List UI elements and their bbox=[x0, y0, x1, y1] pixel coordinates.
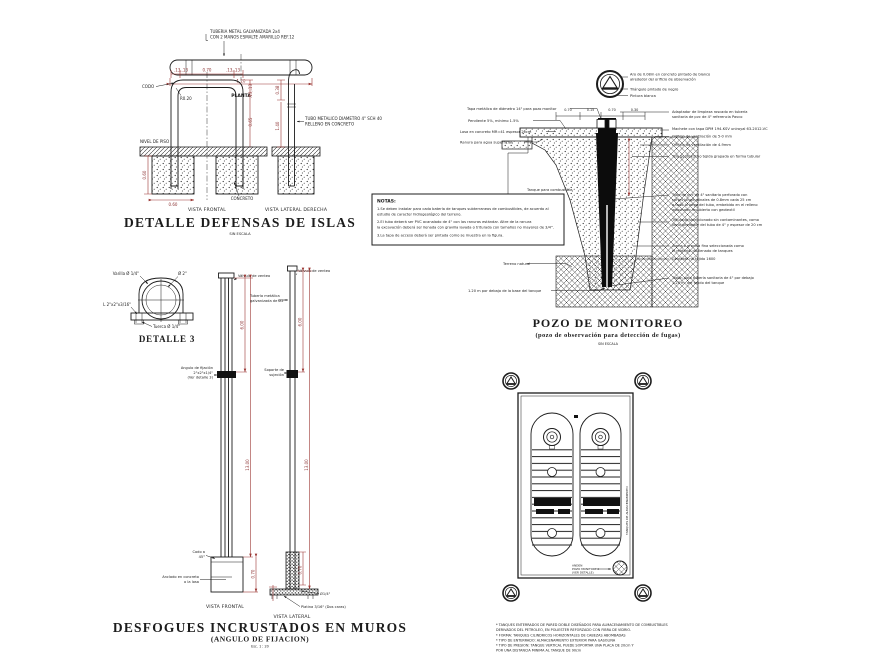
diam-label: Ø 2" bbox=[178, 271, 187, 276]
desfogues-subtitle: (ANGULO DE FIJACION) bbox=[210, 634, 310, 644]
dim-left: .13,.13 bbox=[174, 67, 188, 73]
dim-side-top: .13,.13 bbox=[248, 84, 253, 98]
diam-lateral-label: Ø1/4" bbox=[320, 592, 331, 596]
dim-6m-left: 6.00 bbox=[239, 320, 245, 330]
anden-label-3: (VER DETALLE) bbox=[572, 570, 594, 575]
vista-lateral-label: VISTA LATERAL DERECHA bbox=[264, 208, 328, 213]
pozo-right-11: Triturado seleccionado sin contaminantes, como bbox=[672, 218, 759, 222]
pozo-right-10: apisonado recubierto con geotextil bbox=[672, 208, 735, 212]
pozo-right-14: el material de llenado de tanques bbox=[672, 249, 733, 253]
defensas-title: DETALLE DEFENSAS DE ISLAS bbox=[124, 215, 356, 230]
pozo-left-1: Tapa metálica de diámetro 14" para pozo monitor bbox=[467, 107, 557, 111]
pozo-right-5: Orificio de ventilación de 4-9mm bbox=[672, 143, 731, 147]
pozo-right-4: Orificio de ventilación de 5-0 mm bbox=[672, 134, 732, 139]
pozo-dim-4: 0.30 bbox=[630, 108, 639, 112]
pozo-right-1: Adaptador de limpieza roscado en tubería bbox=[672, 110, 748, 114]
pozo-left-4: Ranura para agua superficial bbox=[460, 140, 512, 145]
pozo-escala: SIN ESCALA bbox=[597, 342, 619, 346]
pozo-right-13: Arena o gravilla fina seleccionada como bbox=[672, 244, 744, 248]
planta-label: PLANTA bbox=[231, 94, 251, 99]
symbol-label-1: Aro de 0.08m en concreto pintado de blanco bbox=[630, 72, 711, 77]
angulo-fijacion-3: (Ver detalle 3) bbox=[187, 375, 213, 380]
tuerca-label: Tuerca Ø 1/4" bbox=[153, 324, 181, 329]
codo45-1: Codo a bbox=[192, 550, 205, 554]
soporte-1: Soporte de bbox=[264, 368, 284, 372]
angulo-fijacion-1: Angulo de fijación bbox=[180, 366, 213, 370]
plan-notes bbox=[496, 622, 668, 653]
desfogues-title: DESFOGUES INCRUSTADOS EN MUROS bbox=[112, 620, 408, 635]
lateral-note-line2: RELLENO EN CONCRETO bbox=[305, 121, 355, 127]
plan-note-1: * TANQUES ENTERRADOS DE PARED DOBLE DISEÑADOS PARA ALMACENAMIENTO DE COMBUSTIBLES bbox=[496, 623, 668, 627]
codo-label: CODO bbox=[142, 84, 155, 89]
anden-label-1: ANDEN bbox=[572, 563, 583, 568]
anclado-1: Anclado en concreto bbox=[162, 575, 199, 579]
nota-3: 3.La tapa de acceso deberá ser pintada como se muestra en la figura. bbox=[377, 233, 504, 238]
pozo-dim-3: 0.70 bbox=[608, 108, 616, 112]
monitor-well-symbol-br bbox=[635, 585, 651, 601]
radius-label: R0.20 bbox=[180, 96, 192, 101]
detalle-3 bbox=[103, 271, 195, 344]
dim-side: 0.65 bbox=[248, 117, 253, 127]
pozo-left-2: Pendiente 5%, mínimo 1.5% bbox=[468, 119, 519, 123]
pozo-subtitle: (pozo de observación para detección de fugas) bbox=[535, 332, 681, 339]
pozo-left-3: Losa en concreto MR=41 espesor 20cm bbox=[460, 130, 532, 134]
nota-1a: 1.Se deben instalar para cada batería de tanques subterraneos de combustibles, de acuerdo al bbox=[377, 207, 549, 211]
symbol-label-3: Triángulo pintado de negro bbox=[630, 87, 679, 92]
pozo-right-15: Geotextil no tejido 1600 bbox=[672, 257, 716, 261]
tuberia-top-1: Tubería metálica bbox=[250, 294, 280, 298]
platina-label: Platina 3/16" (Dos caras) bbox=[301, 605, 346, 609]
dim-6m-right: 6.00 bbox=[297, 317, 303, 327]
monitor-well-symbol-tr bbox=[635, 373, 651, 389]
planta-view bbox=[170, 29, 312, 99]
concreto-label: CONCRETO bbox=[230, 196, 254, 201]
debajo-label: 1.20 m por debajo de la base del tanque bbox=[468, 289, 542, 293]
valvula-venteo-right: Válvula de venteo bbox=[298, 269, 331, 273]
anden-label-2: POZO MONITOREO bbox=[572, 567, 600, 571]
pozo-right-8: cortes longitudinales de 0.8mm cada 25 cm bbox=[672, 198, 752, 202]
nota-2b: la excavación deberá ser llenada con gravilla lavada o triturada con tamaños no mayores de 3/4". bbox=[377, 225, 554, 230]
dim-lat: 1.40 bbox=[275, 121, 280, 131]
dim-070-lateral: 0.70 bbox=[297, 565, 303, 575]
dim-footing-v: 0.60 bbox=[142, 170, 147, 180]
pozo-dim-1: 0.70 bbox=[564, 108, 572, 112]
dim-right: .13,.13 bbox=[226, 67, 240, 73]
planta-leader-line1: TUBERIA METAL GALVANIZADA 2x4 bbox=[210, 29, 280, 34]
anclado-2: o la losa bbox=[184, 579, 199, 584]
vista-frontal-defensa bbox=[140, 68, 267, 214]
angulo-fijacion-2: 2"x2"x1/4" bbox=[193, 370, 213, 375]
vista-frontal-label: VISTA FRONTAL bbox=[187, 208, 227, 213]
dim-mid: 0.70 bbox=[202, 67, 212, 73]
dim-13m-left: 13.00 bbox=[245, 459, 250, 471]
pozo-right-9: a todo lo largo del tubo, embebido en el relleno bbox=[672, 203, 758, 207]
plan-note-2: DERIVADOS DEL PETROLEO, EN POLIESTER REFORZADO CON FIBRA DE VIDRIO. bbox=[496, 628, 631, 632]
pozo-dim-2: 0.15 bbox=[586, 108, 595, 112]
valvula-venteo-left: Válvula de venteo bbox=[238, 274, 271, 278]
soporte-2: sujeción bbox=[269, 372, 284, 377]
dim-070-front: 0.70 bbox=[250, 569, 256, 579]
dim-footing-h: 0.60 bbox=[168, 202, 178, 207]
dim-13m-right: 13.00 bbox=[304, 459, 309, 471]
plan-vertical-label: TANQUES DE ALMACENAMIENTO bbox=[625, 486, 629, 535]
desfogues-escala: Esc. 1 : 20 bbox=[251, 644, 269, 649]
varilla-label: Varilla Ø 1/4" bbox=[112, 271, 139, 276]
defensas-escala: SIN ESCALA bbox=[229, 232, 251, 236]
tanque-combustible-label: Tanque para combustible bbox=[527, 188, 573, 192]
plan-note-3: * FORMA: TANQUES CILINDRICOS HORIZONTALES DE CABEZAS ABOMBADAS bbox=[496, 633, 626, 638]
vista-lateral-derecha-defensa bbox=[265, 70, 383, 213]
nota-2a: 2.El tubo deberá ser PVC acanalado de 4" con las ranuras estándar. Altre de la ranura bbox=[377, 220, 532, 224]
symbol-label-2: alrededor del orificio de observación bbox=[630, 77, 696, 82]
dim-lat-top: 0.38 bbox=[275, 85, 280, 95]
monitor-well-symbol-bl bbox=[503, 585, 519, 601]
pozo-right-12: lleno alrededor del tubo de 4" y espesor de 20 cm bbox=[672, 223, 763, 227]
notas-title: NOTAS: bbox=[377, 199, 396, 205]
planta-leader-line2: CON 2 MANOS ESMALTE AMARILLO REF.12 bbox=[210, 34, 295, 40]
pozo-right-17: 1.20 m. del fondo del tanque bbox=[672, 281, 725, 285]
desfogues-vf-label: VISTA FRONTAL bbox=[205, 605, 245, 610]
plan-note-4: * TIPO DE ENTERRADO: ALMACENAMIENTO EXTERIOR PARA GASOLINA bbox=[496, 638, 616, 643]
pozo-right-16: Tapón para tubería sanitaria de 4" por debajo bbox=[672, 276, 754, 280]
terreno-natural-label: Terreno natural bbox=[503, 262, 531, 266]
pozo-right-3: Machete con tapa DPM 194-KSV uniroyal 63-2012-VC bbox=[672, 127, 768, 131]
nivel-piso-label: NIVEL DE PISO bbox=[140, 139, 170, 144]
lateral-note-line1: TUBO METALICO DIAMETRO 4" SCH 40 bbox=[305, 116, 382, 121]
pozo-right-7: Tubo de pvc de 4" sanitario perforado con bbox=[672, 193, 748, 197]
angulo-label: L 2"x2"x3/16" bbox=[103, 302, 131, 307]
tuberia-top-2: galvanizada de Ø2" bbox=[250, 298, 286, 303]
pozo-right-6: Tela geotextil no tejida grapada en forma tubular bbox=[672, 154, 761, 159]
nota-1b: estudio de caracter hidrogeológico del terreno. bbox=[377, 212, 462, 217]
detalle3-title: DETALLE 3 bbox=[138, 334, 196, 344]
monitor-well-symbol-tl bbox=[503, 373, 519, 389]
plan-note-5: * TIPO DE PRESION: TANQUE VERTICAL PUEDE SOPORTAR UNA PLACA DE 20cm Y bbox=[496, 643, 634, 648]
monitor-cap-symbol-icon bbox=[597, 71, 623, 97]
planta-dim: 1.20 bbox=[236, 78, 246, 84]
desfogues-vl-label: VISTA LATERAL bbox=[273, 615, 311, 620]
pozo-right-2: sanitaria de pvc de 4" referencia Pavco bbox=[672, 115, 743, 119]
codo45-2: 45° bbox=[198, 554, 205, 559]
desfogues-vista-lateral bbox=[249, 266, 346, 620]
notas-box bbox=[372, 194, 564, 245]
plan-note-6: POR UNA DISTANCIA MINIMA AL TANQUE DE 90cm bbox=[496, 648, 582, 653]
symbol-label-4: Pintura blanca bbox=[630, 94, 656, 98]
pozo-title: POZO DE MONITOREO bbox=[532, 316, 684, 330]
plan-tanques bbox=[496, 373, 668, 653]
detalle-defensas-de-islas bbox=[124, 29, 382, 236]
